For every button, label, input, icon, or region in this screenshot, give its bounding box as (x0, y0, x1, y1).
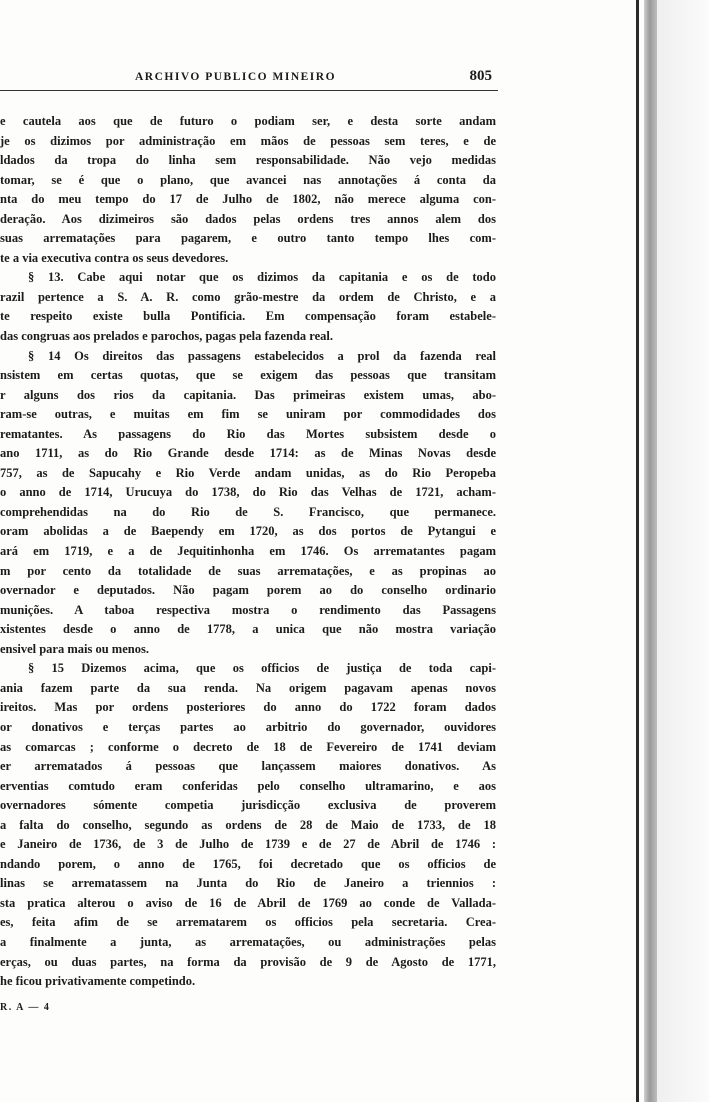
text-line: ldados da tropa do linha sem responsabilidade. Não vejo medidas (0, 153, 496, 168)
text-line: or donativos e terças partes ao arbitrio do governador, ouvidores (0, 719, 496, 734)
signature-mark: R. A — 4 (0, 1002, 51, 1013)
text-line: ensivel para mais ou menos. (0, 641, 149, 656)
text-line: te respeito existe bulla Pontificia. Em compensação foram estabele- (0, 309, 496, 324)
text-line: te a via executiva contra os seus devedores. (0, 250, 229, 265)
text-line: a falta do conselho, segundo as ordens de 28 de Maio de 1733, de 18 (0, 817, 496, 832)
text-line: a finalmente a junta, as arrematações, ou administrações pelas (0, 934, 496, 949)
body-text (0, 112, 496, 992)
page-edge-line (636, 0, 639, 1102)
text-line: e Janeiro de 1736, de 3 de Julho de 1739 e de 27 de Abril de 1746 : (0, 837, 496, 852)
text-line: ram-se outras, e muitas em fim se uniram por commodidades dos (0, 407, 496, 422)
text-line: erças, ou duas partes, na forma da provisão de 9 de Agosto de 1771, (0, 954, 496, 969)
text-line: as comarcas ; conforme o decreto de 18 de Fevereiro de 1741 deviam (0, 739, 496, 754)
text-line: ano 1711, as do Rio Grande desde 1714: as de Minas Novas desde (0, 446, 496, 461)
text-line: overnador e deputados. Não pagam porem ao do conselho ordinario (0, 583, 496, 598)
text-line: das congruas aos prelados e parochos, pagas pela fazenda real. (0, 329, 334, 344)
text-line: ireitos. Mas por ordens posteriores do anno do 1722 foram dados (0, 700, 496, 715)
text-line: ndando porem, o anno de 1765, foi decretado que os officios de (0, 856, 496, 871)
text-line: er arrematados á pessoas que lançassem maiores donativos. As (0, 759, 496, 774)
text-line: ania fazem parte da sua renda. Na origem pagavam apenas novos (0, 680, 496, 695)
text-line: oram abolidas a de Baependy em 1720, as dos portos de Pytangui e (0, 524, 496, 539)
text-line: sta pratica alterou o aviso de 16 de Abril de 1769 ao conde de Vallada- (0, 895, 496, 910)
text-line: je os dizimos por administração em mãos de pessoas sem teres, e de (0, 133, 496, 148)
text-line: suas arrematações para pagarem, e outro tanto tempo lhes com- (0, 231, 496, 246)
text-line: razil pertence a S. A. R. como grão-mestre da ordem de Christo, e a (0, 289, 496, 304)
text-line: erventias comtudo eram conferidas pelo conselho ultramarino, e aos (0, 778, 496, 793)
text-line: 757, as de Sapucahy e Rio Verde andam unidas, as do Rio Peropeba (0, 465, 496, 480)
text-line: es, feita afim de se arrematarem os officios pela secretaria. Crea- (0, 915, 496, 930)
text-line: nsistem em certas quotas, que se exigem das pessoas que transitam (0, 368, 496, 383)
page-margin (657, 0, 709, 1102)
text-line: overnadores sómente competia jurisdicção exclusiva de proverem (0, 798, 496, 813)
text-line: o anno de 1714, Urucuya do 1738, do Rio das Velhas de 1721, acham- (0, 485, 496, 500)
page-header (0, 66, 498, 94)
text-line: he ficou privativamente competindo. (0, 974, 196, 989)
running-title: ARCHIVO PUBLICO MINEIRO (135, 71, 337, 83)
text-line: m por cento da totalidade de suas arrematações, e as propinas ao (0, 563, 496, 578)
text-line: linas se arrematassem na Junta do Rio de Janeiro a triennios : (0, 876, 496, 891)
text-line: rematantes. As passagens do Rio das Mortes subsistem desde o (0, 426, 496, 441)
text-line: e cautela aos que de futuro o podiam ser, e desta sorte andam (0, 114, 496, 128)
text-line: nta do meu tempo do 17 de Julho de 1802, não merece alguma con- (0, 192, 496, 207)
text-line: ará em 1719, e a de Jequitinhonha em 1746. Os arrematantes pagam (0, 544, 496, 559)
text-line: tomar, se é que o plano, que avancei nas annotações á conta da (0, 172, 496, 187)
header-rule (0, 90, 498, 91)
text-line: § 13. Cabe aqui notar que os dizimos da capitania e os de todo (28, 270, 496, 285)
text-line: xistentes desde o anno de 1778, a unica que não mostra variação (0, 622, 496, 637)
text-line: comprehendidas na do Rio de S. Francisco, que permanece. (0, 504, 496, 519)
text-line: munições. A taboa respectiva mostra o rendimento das Passagens (0, 602, 496, 617)
page-gutter-shadow (644, 0, 657, 1102)
text-line: § 14 Os direitos das passagens estabelecidos a prol da fazenda real (28, 348, 496, 363)
text-line: § 15 Dizemos acima, que os officios de justiça de toda capi- (28, 661, 496, 676)
text-line: r alguns dos rios da capitania. Das primeiras existem umas, abo- (0, 387, 496, 402)
text-line: deração. Aos dizimeiros são dados pelas ordens tres annos alem dos (0, 211, 496, 226)
page-number: 805 (469, 68, 492, 84)
